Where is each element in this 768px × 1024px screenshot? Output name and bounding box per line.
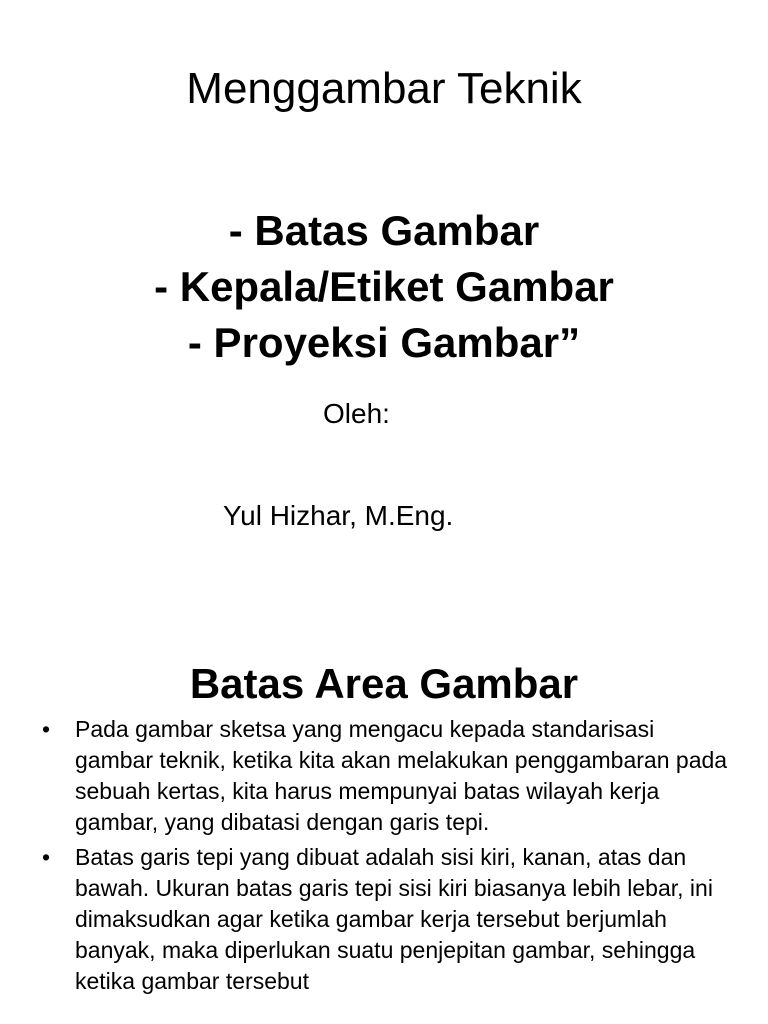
- section-title: Batas Area Gambar: [189, 659, 579, 707]
- author-label: Oleh:: [323, 398, 390, 429]
- topic-item: - Batas Gambar: [228, 207, 540, 254]
- author-name: Yul Hizhar, M.Eng.: [223, 500, 454, 531]
- topic-item: - Kepala/Etiket Gambar: [154, 263, 614, 310]
- document-title: Menggambar Teknik: [186, 64, 582, 114]
- bullet-list: [36, 714, 736, 1001]
- topic-list: [0, 203, 768, 371]
- topic-item: - Proyeksi Gambar”: [187, 319, 581, 366]
- bullet-icon: •: [42, 716, 51, 742]
- bullet-text: Pada gambar sketsa yang mengacu kepada standarisasi gambar teknik, ketika kita akan melakukan penggambaran pada sebuah kertas, kita harus mempunyai batas wilayah kerja gambar, yang dibatasi dengan garis tepi.: [75, 716, 728, 835]
- bullet-icon: •: [42, 844, 51, 870]
- list-item: [36, 714, 736, 838]
- content-slide: [0, 600, 768, 1024]
- list-item: [36, 842, 736, 997]
- bullet-text: Batas garis tepi yang dibuat adalah sisi kiri, kanan, atas dan bawah. Ukuran batas garis tepi sisi kiri biasanya lebih lebar, ini dimaksudkan agar ketika gambar kerja tersebut berjumlah banyak, maka diperlukan suatu penjepitan gambar, sehingga ketika gambar tersebut: [75, 844, 713, 994]
